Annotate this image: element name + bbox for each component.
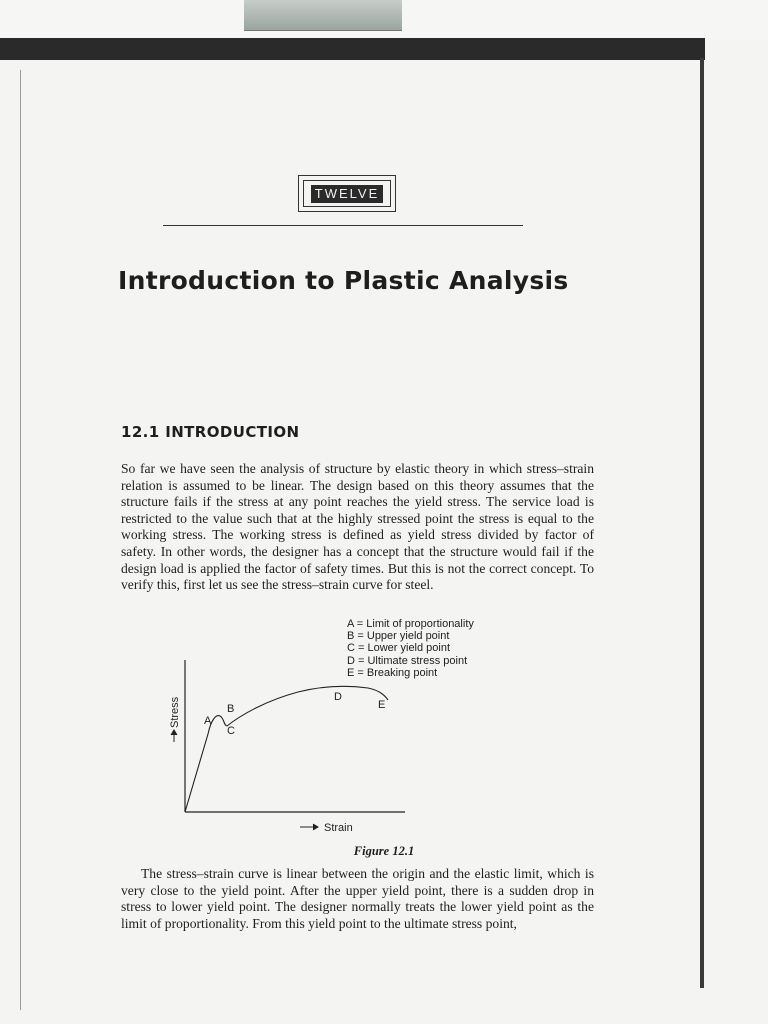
chapter-title: Introduction to Plastic Analysis [118, 266, 569, 295]
scan-left-edge [20, 70, 21, 1010]
legend-item-b: B = Upper yield point [347, 630, 450, 643]
continuation-paragraph: The stress–strain curve is linear between the origin and the elastic limit, which is very close to the yield point. After the upper yield point, there is a sudden drop in stress to lower yield point. The designer normally treats the lower yield point as the limit of proportionality. From this yield point to the ultimate stress point, [121, 866, 594, 931]
y-axis-arrow-icon [171, 730, 177, 742]
point-label-b: B [227, 703, 235, 715]
legend-item-e: E = Breaking point [347, 666, 438, 679]
legend-item-d: D = Ultimate stress point [347, 654, 468, 667]
x-axis-title: Strain [324, 822, 353, 834]
legend-item-c: C = Lower yield point [347, 642, 451, 655]
chapter-number-inner-box [303, 180, 391, 207]
point-label-c: C [227, 725, 235, 737]
point-label-a: A [204, 715, 212, 727]
legend-item-a: A = Limit of proportionality [347, 618, 474, 630]
chapter-number-box [298, 175, 396, 212]
stress-strain-curve [185, 686, 388, 812]
section-heading: 12.1 INTRODUCTION [121, 423, 300, 441]
x-axis-arrow-icon [300, 824, 318, 830]
point-label-d: D [334, 691, 342, 703]
scan-edge-bar [0, 38, 705, 60]
scan-tape-tab [244, 0, 402, 31]
stress-strain-chart [150, 612, 550, 842]
chapter-number-label: TWELVE [311, 185, 384, 203]
point-label-e: E [378, 699, 386, 711]
figure-caption: Figure 12.1 [353, 844, 415, 858]
intro-paragraph: So far we have seen the analysis of structure by elastic theory in which stress–strain relation is assumed to be linear. The design based on this theory assumes that the structure fails if the stress at any point reaches the yield stress. The service load is restricted to the value such that at the highly stressed point the stress is equal to the working stress. The working stress is defined as yield stress divided by factor of safety. In other words, the designer has a concept that the structure would fail if the design load is applied the factor of safety times. But this is not the correct concept. To verify this, first let us see the stress–strain curve for steel. [121, 461, 594, 593]
y-axis-title: Stress [169, 696, 181, 728]
stress-strain-figure [150, 612, 550, 842]
chapter-divider [163, 225, 523, 226]
y-axis-title-group [169, 696, 181, 728]
